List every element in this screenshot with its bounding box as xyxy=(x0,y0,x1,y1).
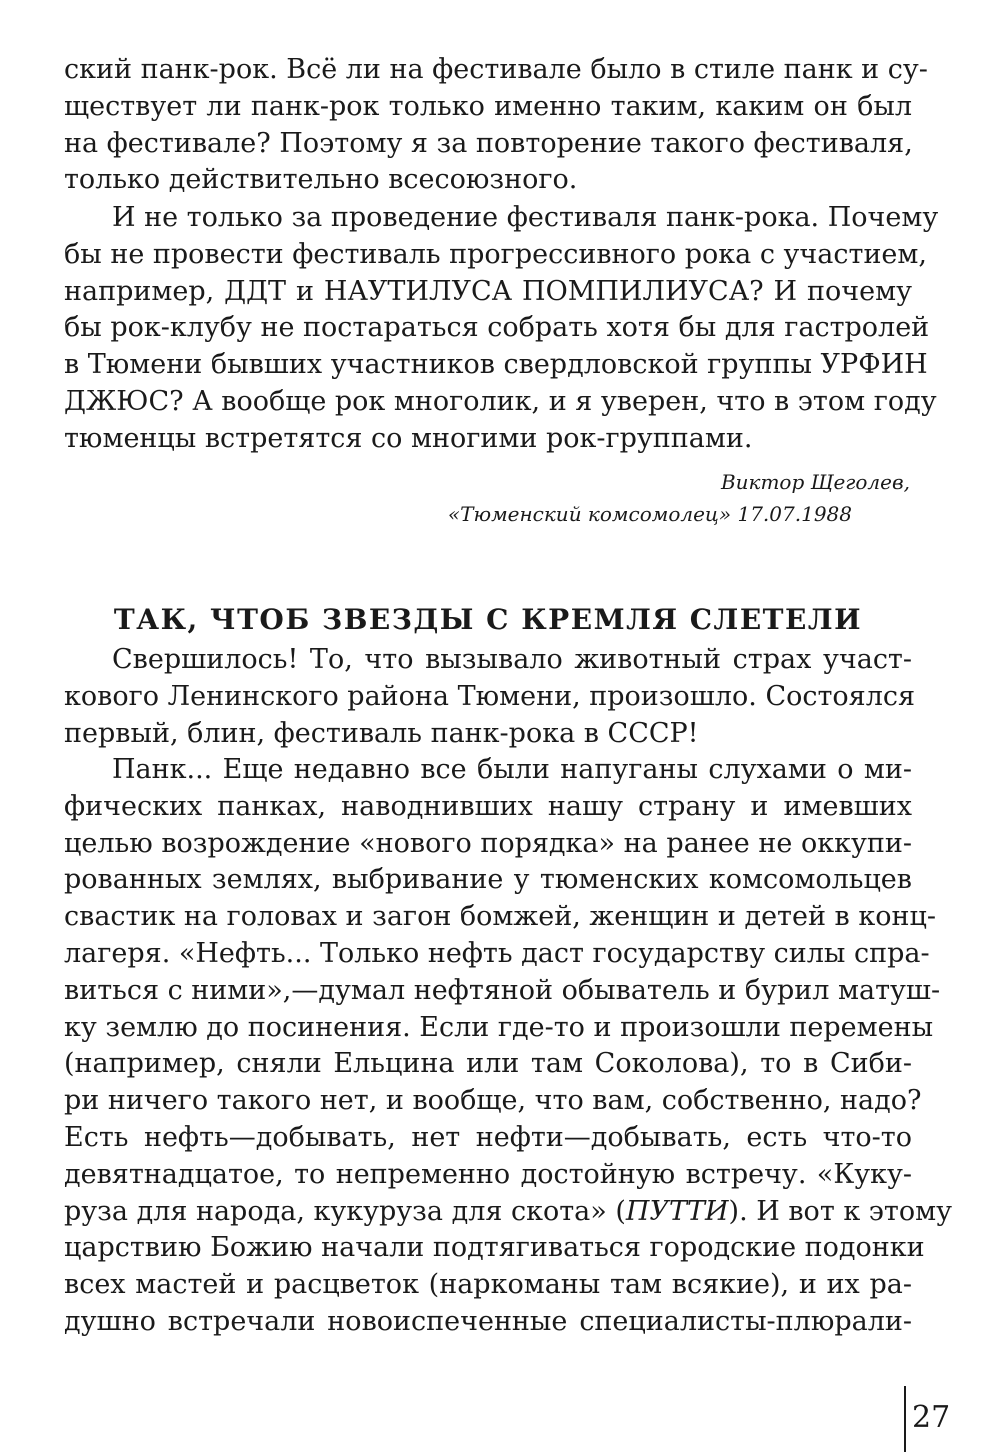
text-line: только действительно всесоюзного. xyxy=(64,164,578,196)
signature-source: «Тюменский комсомолец» 17.07.1988 xyxy=(447,502,852,526)
text-line: Свершилось! То, что вызывало животный страх участ- xyxy=(112,644,912,675)
text-line: ДЖЮС? А вообще рок многолик, и я уверен, что в этом году xyxy=(64,385,937,417)
text-line: (например, сняли Ельцина или там Соколова), то в Сиби- xyxy=(64,1048,912,1080)
paragraph xyxy=(64,752,952,1341)
text-line: ский панк-рок. Всё ли на фестивале было в стиле панк и су- xyxy=(64,54,928,85)
page-number: 27 xyxy=(912,1400,951,1435)
text-line: ри ничего такого нет, и вообще, что вам, собственно, надо? xyxy=(64,1085,922,1117)
text-line: на фестивале? Поэтому я за повторение такого фестиваля, xyxy=(64,127,913,159)
text-fragment: руза для народа, кукуруза для скота» ( xyxy=(64,1195,626,1227)
quote-attribution: ПУТТИ xyxy=(625,1195,729,1227)
text-line: царствию Божию начали подтягиваться городские подонки xyxy=(64,1232,925,1264)
text-line: бы рок-клубу не постараться собрать хотя бы для гастролей xyxy=(64,312,930,344)
text-line: виться с ними»,—думал нефтяной обыватель и бурил матуш- xyxy=(64,974,941,1006)
text-line-with-attribution xyxy=(64,1194,952,1231)
text-line: тюменцы встретятся со многими рок-группами. xyxy=(64,422,753,454)
paragraph xyxy=(64,642,916,752)
text-fragment: ). И вот к этому xyxy=(728,1195,952,1227)
text-line: первый, блин, фестиваль панк-рока в СССР! xyxy=(64,717,699,749)
section-heading: ТАК, ЧТОБ ЗВЕЗДЫ С КРЕМЛЯ СЛЕТЕЛИ xyxy=(113,603,863,636)
text-line: лагеря. «Нефть... Только нефть даст государству силы спра- xyxy=(64,937,930,969)
text-line: бы не провести фестиваль прогрессивного рока с участием, xyxy=(64,238,927,270)
text-line: в Тюмени бывших участников свердловской группы УРФИН xyxy=(64,349,928,381)
signature-author: Виктор Щеголев, xyxy=(720,470,910,494)
text-line: девятнадцатое, то непременно достойную встречу. «Куку- xyxy=(64,1158,912,1190)
text-line: ществует ли панк-рок только именно таким, каким он был xyxy=(64,90,912,122)
text-line: Панк... Еще недавно все были напуганы слухами о ми- xyxy=(112,754,912,785)
paragraph xyxy=(64,200,939,458)
text-line: Есть нефть—добывать, нет нефти—добывать, есть что-то xyxy=(64,1121,912,1153)
text-line: например, ДДТ и НАУТИЛУСА ПОМПИЛИУСА? И почему xyxy=(64,275,912,307)
text-line: целью возрождение «нового порядка» на ранее не оккупи- xyxy=(64,827,912,859)
text-line: фических панках, наводнивших нашу страну и имевших xyxy=(64,790,912,822)
page-number-rule xyxy=(904,1386,906,1452)
text-line: душно встречали новоиспеченные специалисты-плюрали- xyxy=(64,1305,912,1337)
text-line: ку землю до посинения. Если где-то и произошли перемены xyxy=(64,1011,934,1043)
text-line: всех мастей и расцветок (наркоманы там всякие), и их ра- xyxy=(64,1269,912,1301)
text-line: И не только за проведение фестиваля панк-рока. Почему xyxy=(112,202,939,233)
text-line: свастик на головах и загон бомжей, женщин и детей в конц- xyxy=(64,901,936,933)
text-line: кового Ленинского района Тюмени, произошло. Состоялся xyxy=(64,680,916,712)
paragraph-continued xyxy=(64,52,928,199)
text-line: рованных землях, выбривание у тюменских комсомольцев xyxy=(64,864,912,896)
